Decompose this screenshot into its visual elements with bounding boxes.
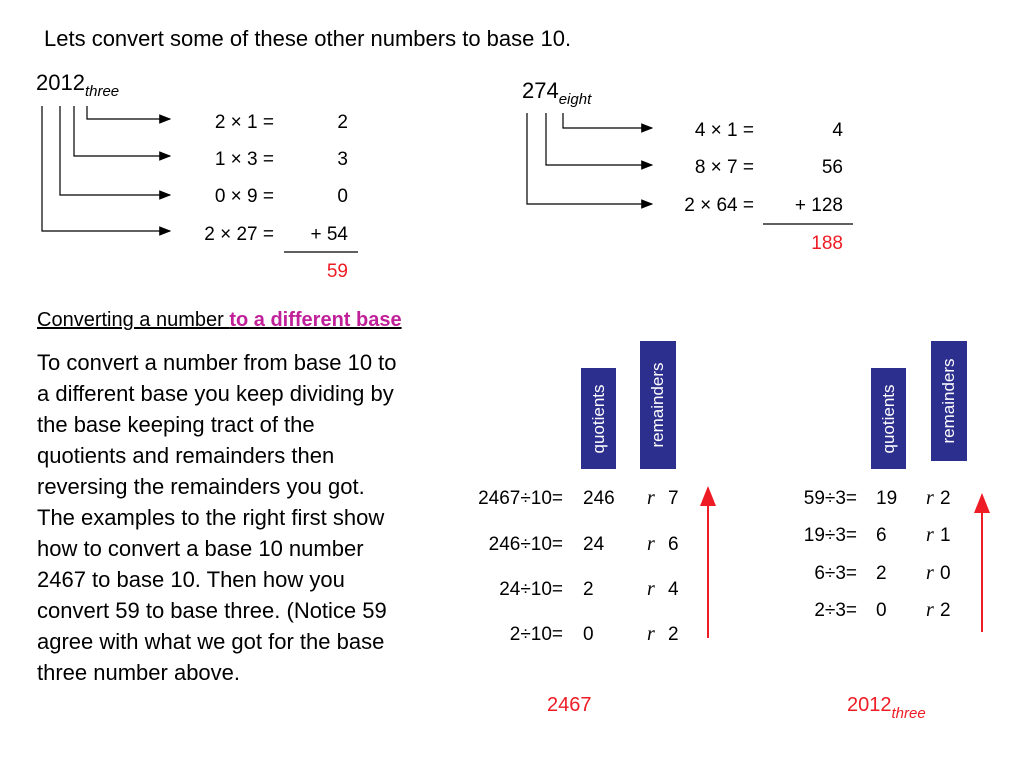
ex2-row-3-expr: 2 × 64 =: [684, 195, 754, 216]
div1-row-3-remainder: 4: [668, 579, 679, 600]
ex1-number: $2012_{three}$: [36, 70, 120, 100]
remainders-label-1: remainders: [640, 341, 676, 469]
div2-row-1-quotient: 19: [876, 488, 898, 509]
div1-row-2-remainder: 6: [668, 534, 679, 555]
div2-row-2-r: r: [926, 524, 934, 546]
div2-row-4-quotient: 0: [876, 600, 887, 621]
ex2-row-3-value: + 128: [794, 195, 843, 216]
div1-row-2-expr: 246÷10=: [488, 534, 563, 555]
ex2-row-1-value: 4: [832, 120, 843, 141]
div1-row-3-quotient: 2: [583, 579, 594, 600]
ex1-sum: 59: [326, 261, 348, 282]
quotients-label-1: quotients: [581, 368, 616, 469]
div1-row-1-quotient: 246: [583, 488, 615, 509]
div2-row-2-expr: 19÷3=: [803, 525, 857, 546]
div2-row-1-remainder: 2: [940, 488, 951, 509]
div1-row-4-quotient: 0: [583, 624, 594, 645]
ex1-row-1-expr: 2 × 1 =: [214, 112, 274, 133]
div2-row-3-expr: 6÷3=: [814, 563, 857, 584]
div2-row-3-remainder: 0: [940, 563, 951, 584]
ex1-row-2-expr: 1 × 3 =: [214, 149, 274, 170]
page-title: Lets convert some of these other numbers to base 10.: [44, 26, 572, 51]
ex1-row-4-value: + 54: [310, 224, 348, 245]
div2-result: $2012_{three}$: [847, 694, 926, 722]
bracket-digit-2b: [546, 113, 652, 165]
div1-result: 2467: [547, 694, 592, 716]
div1-row-2-quotient: 24: [583, 534, 605, 555]
ex1-row-1-value: 2: [337, 112, 348, 133]
ex2-number: $274_{eight}$: [522, 78, 592, 108]
div2-row-4-r: r: [926, 599, 934, 621]
section-heading: Converting a number to a different base: [37, 309, 402, 331]
ex2-row-2-expr: 8 × 7 =: [694, 157, 754, 178]
div1-row-4-r: r: [647, 623, 655, 645]
div1-row-4-remainder: 2: [668, 624, 679, 645]
remainders-label-2: remainders: [931, 341, 967, 461]
div2-row-3-quotient: 2: [876, 563, 887, 584]
div1-row-3-r: r: [647, 578, 655, 600]
ex2-sum: 188: [811, 233, 843, 254]
ex1-row-3-expr: 0 × 9 =: [214, 186, 274, 207]
ex2-row-2-value: 56: [821, 157, 843, 178]
div2-row-4-expr: 2÷3=: [814, 600, 857, 621]
div1-row-3-expr: 24÷10=: [499, 579, 563, 600]
div1-row-1-remainder: 7: [668, 488, 679, 509]
div2-row-1-r: r: [926, 487, 934, 509]
div2-row-1-expr: 59÷3=: [803, 488, 857, 509]
div2-row-4-remainder: 2: [940, 600, 951, 621]
div1-row-1-expr: 2467÷10=: [478, 488, 563, 509]
ex2-row-1-expr: 4 × 1 =: [694, 120, 754, 141]
div2-row-2-remainder: 1: [940, 525, 951, 546]
ex1-row-4-expr: 2 × 27 =: [204, 224, 274, 245]
div2-row-3-r: r: [926, 562, 934, 584]
div2-row-2-quotient: 6: [876, 525, 887, 546]
explanation-paragraph: To convert a number from base 10 to a different base you keep dividing by the base keeping tract of the quotients and remainders then reversing the remainders you got. The examples to the right first show how to convert a base 10 number 2467 to base 10. Then how you convert 59 to base three. (Notice 59 agree with what we got for the base three number above.: [37, 350, 397, 685]
ex1-row-2-value: 3: [337, 149, 348, 170]
quotients-label-2: quotients: [871, 368, 906, 469]
div1-row-2-r: r: [647, 533, 655, 555]
bracket-digit-1b: [563, 113, 652, 128]
ex1-row-3-value: 0: [337, 186, 348, 207]
div1-row-4-expr: 2÷10=: [509, 624, 563, 645]
div1-row-1-r: r: [647, 487, 655, 509]
